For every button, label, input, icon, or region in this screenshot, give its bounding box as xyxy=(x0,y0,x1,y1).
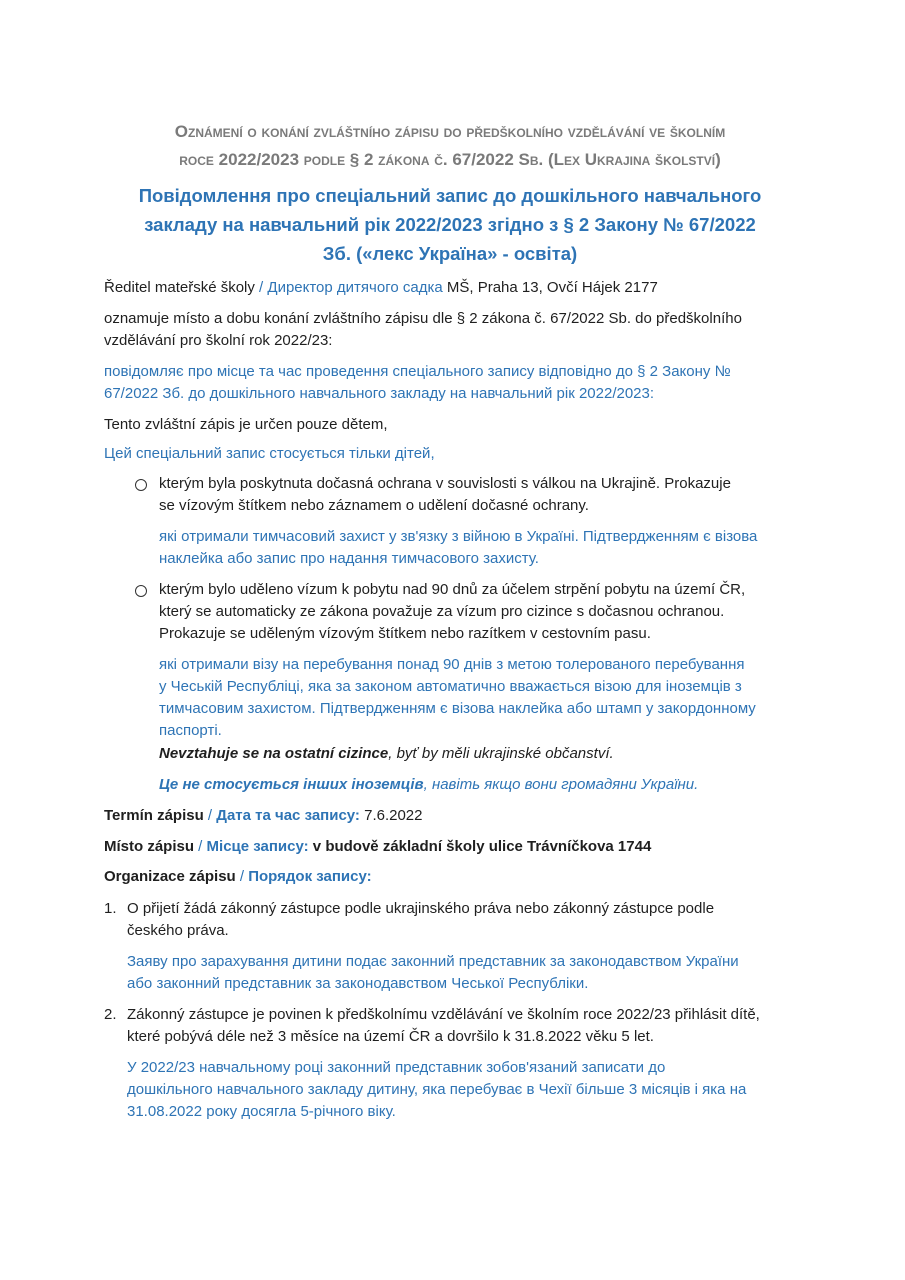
bullet1-ua-line1: які отримали тимчасовий захист у зв'язку з війною в Україні. Підтвердженням є візова xyxy=(159,528,758,545)
exclusion-cz-bold: Nevztahuje se na ostatní cizince xyxy=(159,745,389,762)
announce-cz-line1: oznamuje místo a dobu konání zvláštního zápisu dle § 2 zákona č. 67/2022 Sb. do předškolního xyxy=(104,310,742,327)
bullet1-ua-line2: наклейка або запис про надання тимчасового захисту. xyxy=(159,550,539,567)
step2-cz-line1: Zákonný zástupce je povinen k předškolnímu vzdělávání ve školním roce 2022/23 přihlásit dítě, xyxy=(127,1006,760,1023)
place-line xyxy=(104,836,651,858)
bullet1-cz-line2: se vízovým štítkem nebo záznamem o udělení dočasné ochrany. xyxy=(159,497,589,514)
place-value: v budově základní školy ulice Trávníčkova 1744 xyxy=(308,838,652,855)
exclusion-cz xyxy=(159,743,614,765)
step1-cz-line2: českého práva. xyxy=(127,922,229,939)
organization-ua: Порядок запису: xyxy=(248,868,372,885)
director-ua: Директор дитячого садка xyxy=(267,279,443,296)
director-line xyxy=(104,277,804,299)
term-cz: Termín zápisu xyxy=(104,807,204,824)
step1-number: 1. xyxy=(104,900,117,917)
place-cz: Místo zápisu xyxy=(104,838,195,855)
bullet2-cz-line3: Prokazuje se uděleným vízovým štítkem nebo razítkem v cestovním pasu. xyxy=(159,625,651,642)
announce-cz-line2: vzdělávání pro školní rok 2022/23: xyxy=(104,332,333,349)
title-cz-line1: Oznámení o konání zvláštního zápisu do předškolního vzdělávání ve školním xyxy=(174,122,726,141)
bullet-icon xyxy=(135,585,147,597)
step1-cz-line1: O přijetí žádá zákonný zástupce podle ukrajinského práva nebo zákonný zástupce podle xyxy=(127,900,715,917)
intended-ua: Цей спеціальний запис стосується тільки дітей, xyxy=(104,445,435,462)
exclusion-ua-bold: Це не стосується інших іноземців xyxy=(159,776,424,793)
place-ua: Місце запису: xyxy=(206,838,309,855)
organization-heading xyxy=(104,866,372,888)
exclusion-ua-rest: , навіть якщо вони громадяни України. xyxy=(423,776,699,793)
term-line xyxy=(104,805,423,827)
bullet-icon xyxy=(135,479,147,491)
intended-cz: Tento zvláštní zápis je určen pouze dětem, xyxy=(104,416,388,433)
place-sep: / xyxy=(194,838,207,855)
bullet2-cz-line2: který se automaticky ze zákona považuje za vízum pro cizince s dočasnou ochranou. xyxy=(159,603,725,620)
organization-sep: / xyxy=(235,868,249,885)
bullet2-ua-line4: паспорті. xyxy=(159,722,222,739)
exclusion-cz-rest: , byť by měli ukrajinské občanství. xyxy=(388,745,614,762)
director-sep: / xyxy=(254,279,268,296)
announce-ua-line2: 67/2022 Зб. до дошкільного навчального закладу на навчальний рік 2022/2023: xyxy=(104,385,655,402)
step1-ua-line2: або законний представник за законодавством Чеської Республіки. xyxy=(127,975,589,992)
bullet2-ua-line3: тимчасовим захистом. Підтвердженням є візова наклейка або штамп у закордонному xyxy=(159,700,756,717)
announce-ua-line1: повідомляє про місце та час проведення спеціального запису відповідно до § 2 Закону № xyxy=(104,363,731,380)
step2-number: 2. xyxy=(104,1006,117,1023)
bullet1-cz-line1: kterým byla poskytnuta dočasná ochrana v souvislosti s válkou na Ukrajině. Prokazuje xyxy=(159,475,731,492)
step1-ua-line1: Заяву про зарахування дитини подає законний представник за законодавством України xyxy=(127,953,739,970)
title-ua-line2: закладу на навчальний рік 2022/2023 згідно з § 2 Закону № 67/2022 xyxy=(144,214,756,235)
step2-ua-line2: дошкільного навчального закладу дитину, яка перебуває в Чехії більше 3 місяців і яка на xyxy=(127,1081,747,1098)
director-school: MŠ, Praha 13, Ovčí Hájek 2177 xyxy=(442,279,658,296)
title-ua-line1: Повідомлення про спеціальний запис до дошкільного навчального xyxy=(138,185,762,206)
title-cz-line2: roce 2022/2023 podle § 2 zákona č. 67/2022 Sb. (Lex Ukrajina školství) xyxy=(179,150,721,169)
exclusion-ua xyxy=(159,774,698,796)
step2-ua-line1: У 2022/23 навчальному році законний представник зобов'язаний записати до xyxy=(127,1059,666,1076)
bullet2-cz-line1: kterým bylo uděleno vízum k pobytu nad 90 dnů za účelem strpění pobytu na území ČR, xyxy=(159,581,746,598)
director-cz: Ředitel mateřské školy xyxy=(104,279,255,296)
term-sep: / xyxy=(203,807,217,824)
step2-ua-line3: 31.08.2022 року досягла 5-річного віку. xyxy=(127,1103,396,1120)
term-ua: Дата та час запису: xyxy=(216,807,360,824)
organization-cz: Organizace zápisu xyxy=(104,868,236,885)
bullet2-ua-line2: у Чеській Республіці, яка за законом автоматично вважається візою для іноземців з xyxy=(159,678,742,695)
bullet2-ua-line1: які отримали візу на перебування понад 90 днів з метою толерованого перебування xyxy=(159,656,745,673)
term-value: 7.6.2022 xyxy=(359,807,423,824)
title-ua-line3: Зб. («лекс Україна» - освіта) xyxy=(322,243,578,264)
step2-cz-line2: které pobývá déle než 3 měsíce na území ČR a dovršilo k 31.8.2022 věku 5 let. xyxy=(127,1028,654,1045)
